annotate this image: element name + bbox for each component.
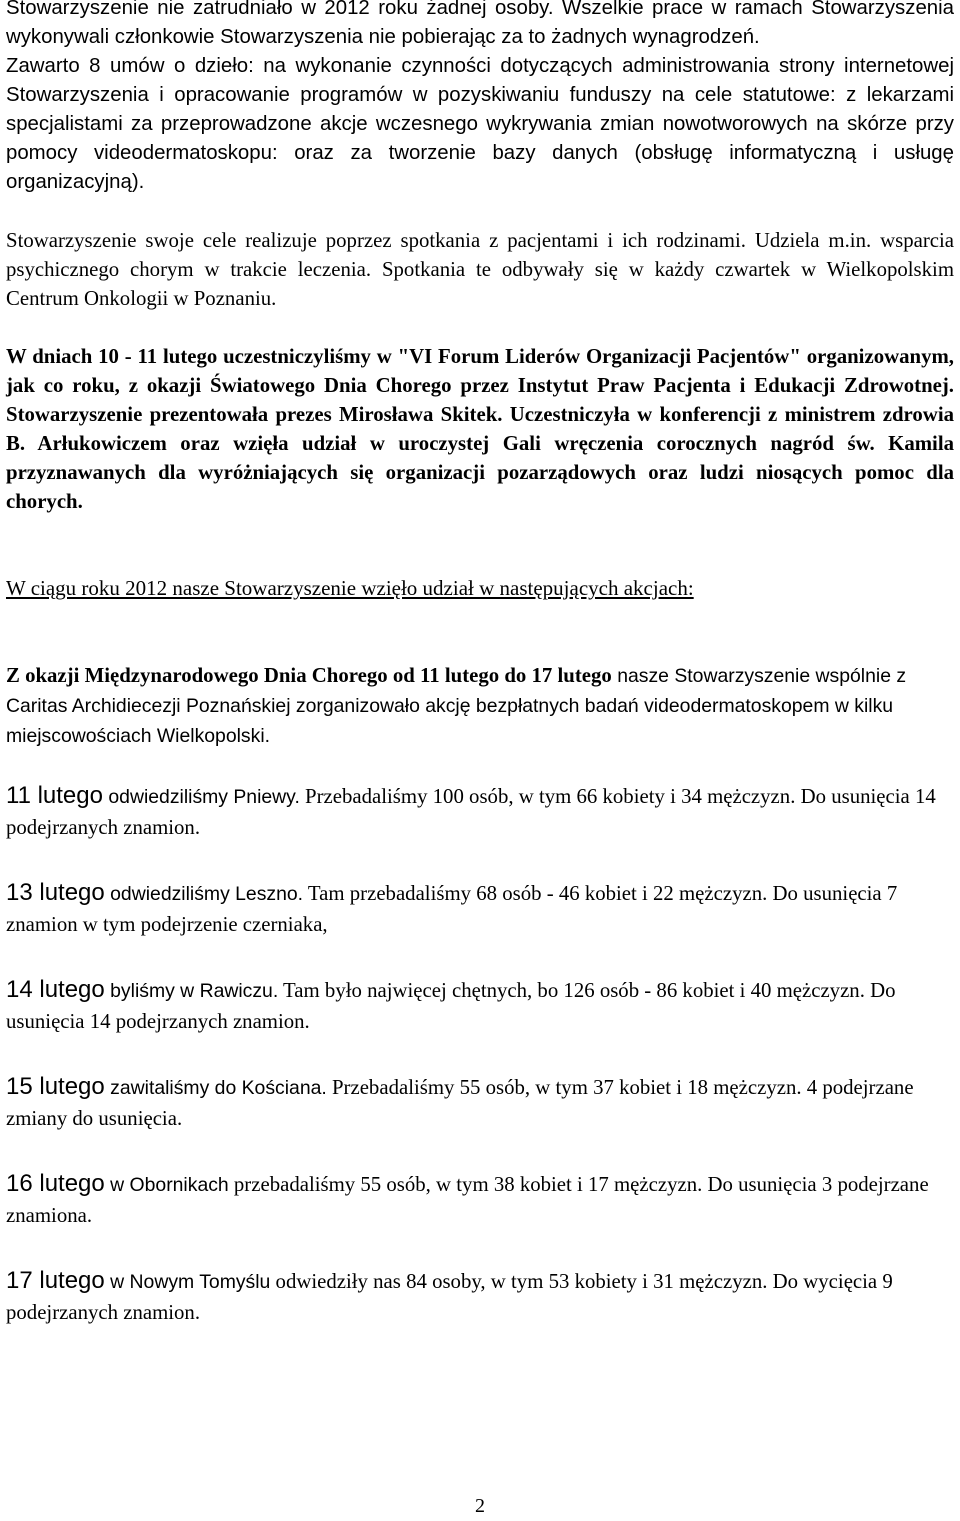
event-place: w Obornikach [104,1174,229,1196]
page-number: 2 [475,1495,485,1517]
intro-rest: nasze Stowarzyszenie wspólnie z Caritas Archidiecezji Poznańskiej zorganizowało akcję bezpłatnych badań videodermatoskopem w kilku miejscowościach Wielkopolski. [6,665,907,747]
event-date: 17 lutego [6,1267,105,1294]
event-date: 16 lutego [6,1170,105,1197]
event-details: przebadaliśmy 55 osób, w tym 38 kobiet i 17 mężczyzn. Do usunięcia 3 podejrzane znamiona. [6,1173,929,1227]
event-item [6,975,954,1038]
document-page [6,0,954,1329]
event-item [6,878,954,941]
event-details: Tam przebadaliśmy 68 osób - 46 kobiet i 22 mężczyzn. Do usunięcia 7 znamion w tym podejrzenie czerniaka, [6,882,898,936]
event-date: 13 lutego [6,879,105,906]
event-place: odwiedziliśmy Leszno. [104,883,304,905]
event-place: odwiedziliśmy Pniewy. [102,786,300,808]
event-item [6,1072,954,1135]
paragraph-employment: Stowarzyszenie nie zatrudniało w 2012 roku żadnej osoby. Wszelkie prace w ramach Stowarzyszenia wykonywali członkowie Stowarzyszenia nie pobierając za to żadnych wynagrodzeń. [6,0,954,48]
event-item [6,1266,954,1329]
event-details: Tam było najwięcej chętnych, bo 126 osób - 86 kobiet i 40 mężczyzn. Do usunięcia 14 podejrzanych znamion. [6,979,896,1033]
event-place: zawitaliśmy do Kościana. [104,1077,327,1099]
actions-heading: W ciągu roku 2012 nasze Stowarzyszenie wzięło udział w następujących akcjach: [6,576,694,600]
event-item [6,781,954,844]
event-place: byliśmy w Rawiczu. [104,980,279,1002]
event-place: w Nowym Tomyślu [104,1271,271,1293]
paragraph-forum: W dniach 10 - 11 lutego uczestniczyliśmy w "VI Forum Liderów Organizacji Pacjentów" organizowanym, jak co roku, z okazji Światowego Dnia Chorego przez Instytut Praw Pacjenta i Edukacji Zdrowotnej. Stowarzyszenie prezentowała prezes Mirosława Skitek. Uczestniczyła w konferencji z ministrem zdrowia B. Arłukowiczem oraz wzięła udział w uroczystej Gali wręczenia corocznych nagród św. Kamila przyznawanych dla wyróżniających się organizacji pozarządowych oraz ludzi niosących pomoc dla chorych. [6,345,954,513]
event-details: Przebadaliśmy 100 osób, w tym 66 kobiety i 34 mężczyzn. Do usunięcia 14 podejrzanych znamion. [6,785,936,839]
event-item [6,1169,954,1232]
event-date: 15 lutego [6,1073,105,1100]
paragraph-meetings: Stowarzyszenie swoje cele realizuje poprzez spotkania z pacjentami i ich rodzinami. Udziela m.in. wsparcia psychicznego chorym w trakcie leczenia. Spotkania te odbywały się w każdy czwartek w Wielkopolskim Centrum Onkologii w Poznaniu. [6,229,954,310]
event-date: 14 lutego [6,976,105,1003]
event-details: Przebadaliśmy 55 osób, w tym 37 kobiet i 18 mężczyzn. 4 podejrzane zmiany do usunięcia. [6,1076,914,1130]
event-date: 11 lutego [6,782,103,809]
intro-bold: Z okazji Międzynarodowego Dnia Chorego od 11 lutego do 17 lutego [6,664,612,687]
event-details: odwiedziły nas 84 osoby, w tym 53 kobiety i 31 mężczyzn. Do wycięcia 9 podejrzanych znamion. [6,1270,893,1324]
paragraph-contracts: Zawarto 8 umów o dzieło: na wykonanie czynności dotyczących administrowania strony internetowej Stowarzyszenia i opracowanie programów w pozyskiwaniu funduszy na cele statutowe: z lekarzami specjalistami za przeprowadzone akcje wczesnego wykrywania zmian nowotworowych na skórze przy pomocy videodermatoskopu: oraz za tworzenie bazy danych (obsługę informatyczną i usługę organizacyjną). [6,55,954,193]
paragraph-intro [6,661,954,751]
